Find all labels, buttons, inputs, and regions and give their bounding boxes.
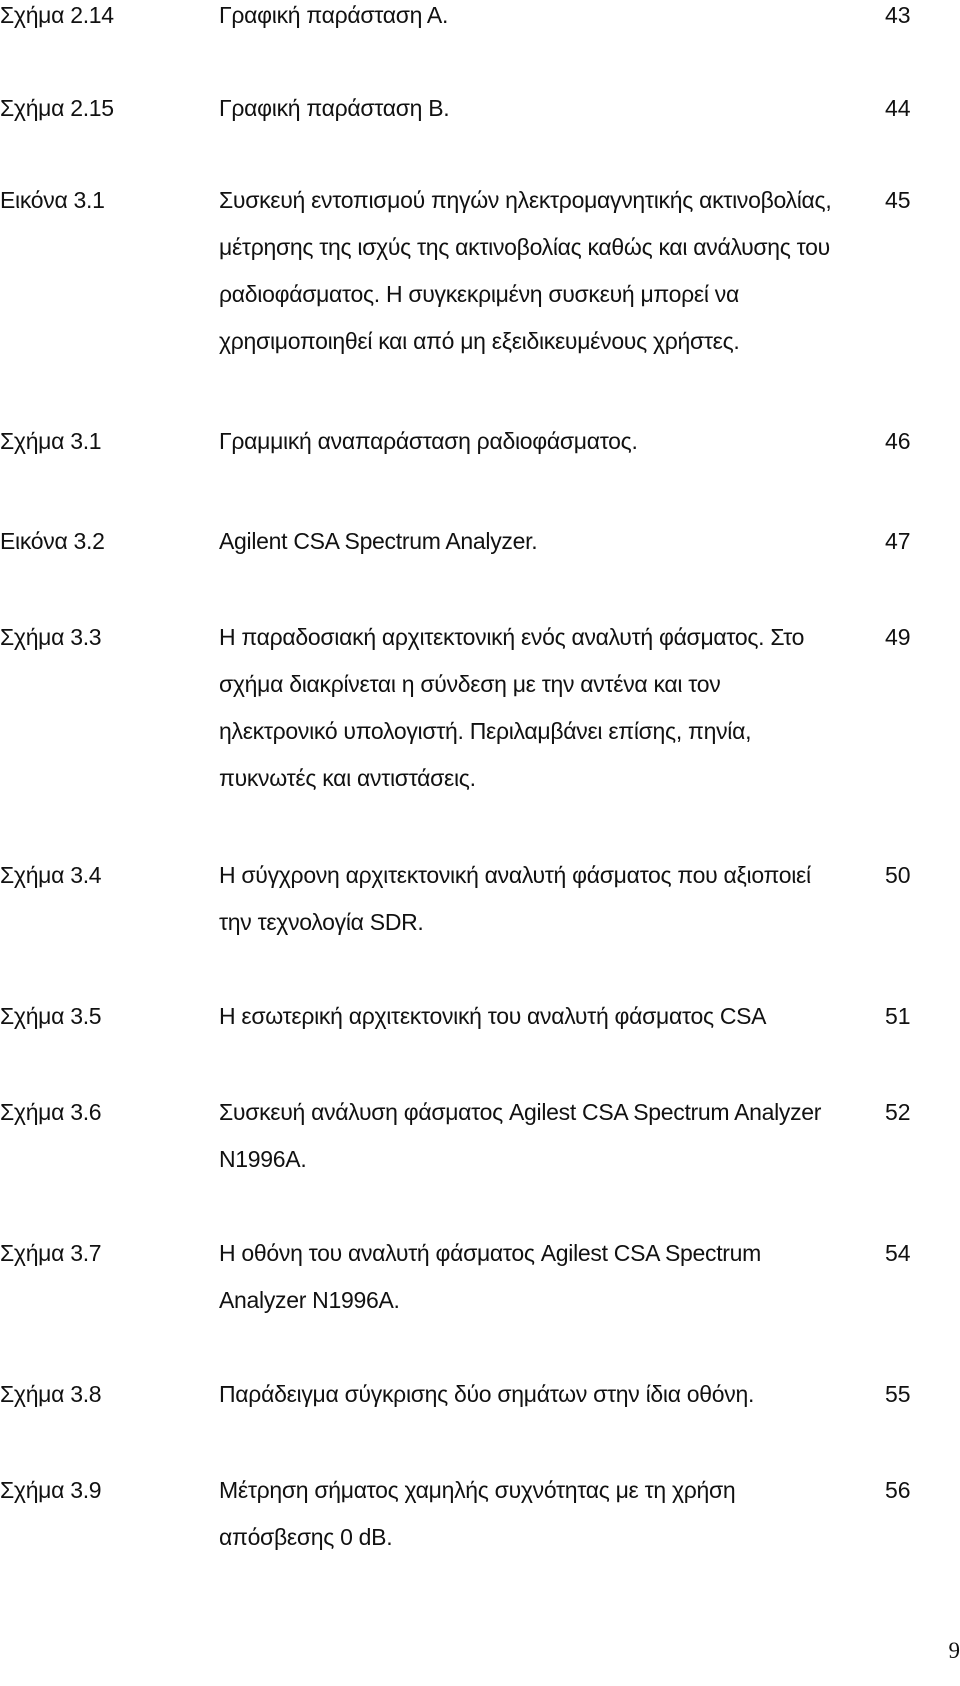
description-line: N1996A. — [219, 1146, 307, 1172]
figure-description — [219, 1230, 859, 1324]
description-line: απόσβεσης 0 dB. — [219, 1524, 393, 1550]
description-line: ραδιοφάσματος. Η συγκεκριμένη συσκευή μπορεί να — [219, 281, 739, 307]
page-reference: 51 — [885, 1003, 911, 1029]
figure-label: Σχήμα 2.15 — [0, 95, 114, 121]
figure-description — [219, 85, 859, 132]
page-reference: 54 — [885, 1240, 911, 1266]
figure-label: Εικόνα 3.2 — [0, 528, 105, 554]
page-reference: 44 — [885, 95, 911, 121]
figure-label: Σχήμα 3.5 — [0, 1003, 102, 1029]
figure-label: Σχήμα 3.3 — [0, 624, 102, 650]
page-reference: 55 — [885, 1381, 911, 1407]
figure-description — [219, 0, 859, 39]
figure-description — [219, 1467, 859, 1561]
description-line: Agilent CSA Spectrum Analyzer. — [219, 528, 538, 554]
description-line: Μέτρηση σήματος χαμηλής συχνότητας με τη χρήση — [219, 1477, 736, 1503]
figure-description — [219, 1089, 859, 1183]
figure-description — [219, 993, 859, 1040]
description-line: πυκνωτές και αντιστάσεις. — [219, 765, 476, 791]
description-line: Συσκευή εντοπισμού πηγών ηλεκτρομαγνητικής ακτινοβολίας, — [219, 187, 832, 213]
page-reference: 50 — [885, 862, 911, 888]
description-line: σχήμα διακρίνεται η σύνδεση με την αντένα και τον — [219, 671, 721, 697]
figure-label: Σχήμα 3.8 — [0, 1381, 102, 1407]
figure-description — [219, 177, 859, 365]
description-line: Γραφική παράσταση Α. — [219, 2, 449, 28]
description-line: μέτρησης της ισχύς της ακτινοβολίας καθώς και ανάλυσης του — [219, 234, 830, 260]
page-reference: 43 — [885, 2, 911, 28]
page-reference: 52 — [885, 1099, 911, 1125]
page-reference: 49 — [885, 624, 911, 650]
description-line: Η παραδοσιακή αρχιτεκτονική ενός αναλυτή φάσματος. Στο — [219, 624, 805, 650]
description-line: χρησιμοποιηθεί και από μη εξειδικευμένους χρήστες. — [219, 328, 740, 354]
figure-description — [219, 614, 859, 802]
figure-description — [219, 518, 859, 565]
figure-label: Σχήμα 3.9 — [0, 1477, 102, 1503]
description-line: Γραμμική αναπαράσταση ραδιοφάσματος. — [219, 428, 638, 454]
figure-description — [219, 1371, 859, 1418]
figure-label: Σχήμα 2.14 — [0, 2, 114, 28]
figure-label: Εικόνα 3.1 — [0, 187, 105, 213]
description-line: Παράδειγμα σύγκρισης δύο σημάτων στην ίδια οθόνη. — [219, 1381, 755, 1407]
description-line: Η εσωτερική αρχιτεκτονική του αναλυτή φάσματος CSA — [219, 1003, 767, 1029]
description-line: Η οθόνη του αναλυτή φάσματος Agilest CSA Spectrum — [219, 1240, 762, 1266]
page-number: 9 — [948, 1638, 960, 1663]
description-line: την τεχνολογία SDR. — [219, 909, 424, 935]
page-reference: 56 — [885, 1477, 911, 1503]
description-line: Γραφική παράσταση Β. — [219, 95, 450, 121]
figure-label: Σχήμα 3.6 — [0, 1099, 102, 1125]
description-line: Συσκευή ανάλυση φάσματος Agilest CSA Spectrum Analyzer — [219, 1099, 822, 1125]
figure-label: Σχήμα 3.4 — [0, 862, 102, 888]
figure-description — [219, 852, 859, 946]
figure-description — [219, 418, 859, 465]
page-reference: 46 — [885, 428, 911, 454]
figure-label: Σχήμα 3.1 — [0, 428, 102, 454]
figure-label: Σχήμα 3.7 — [0, 1240, 102, 1266]
page-reference: 45 — [885, 187, 911, 213]
description-line: Η σύγχρονη αρχιτεκτονική αναλυτή φάσματος που αξιοποιεί — [219, 862, 811, 888]
description-line: ηλεκτρονικό υπολογιστή. Περιλαμβάνει επίσης, πηνία, — [219, 718, 752, 744]
page-reference: 47 — [885, 528, 911, 554]
description-line: Analyzer N1996A. — [219, 1287, 400, 1313]
